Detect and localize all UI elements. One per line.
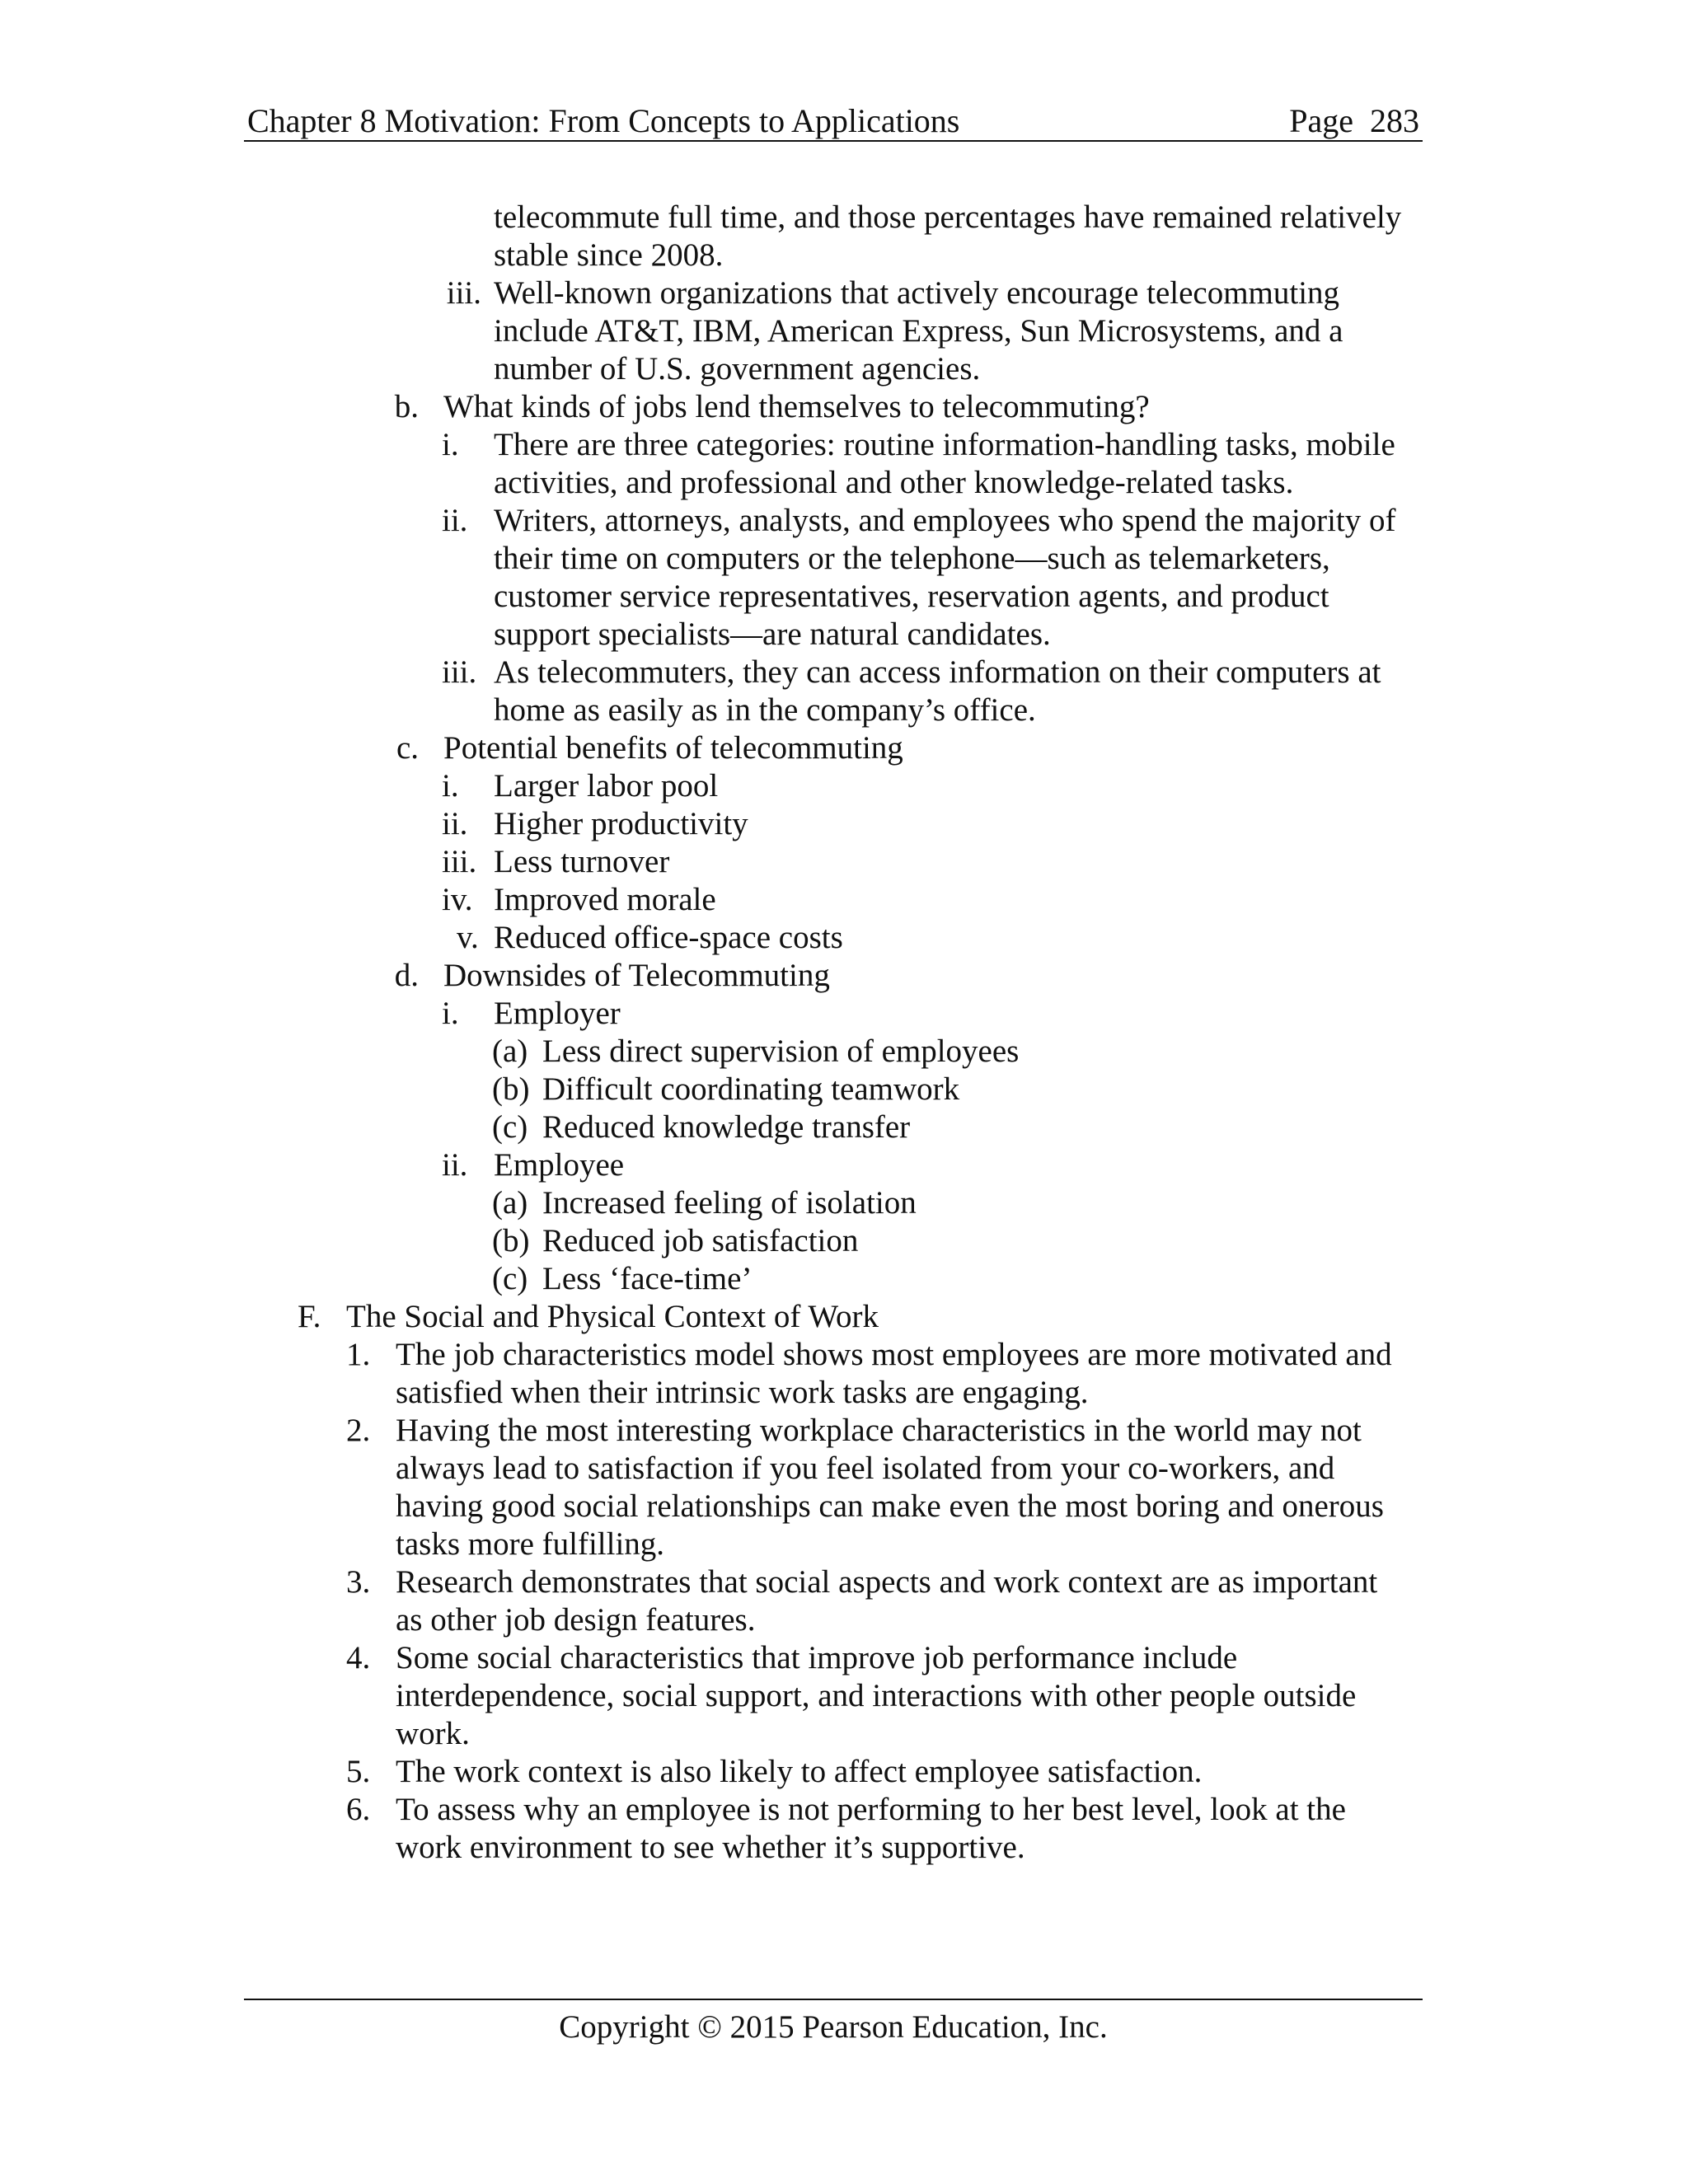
outline-line: interdependence, social support, and interactions with other people outside xyxy=(396,1678,1357,1713)
outline-line: activities, and professional and other knowledge-related tasks. xyxy=(494,465,1294,500)
list-item: Reduced office-space costs xyxy=(494,920,843,955)
list-marker: i. xyxy=(442,996,459,1031)
page-number: 283 xyxy=(1370,102,1419,139)
outline-line: work environment to see whether it’s supportive. xyxy=(396,1830,1025,1865)
page-header xyxy=(244,92,1423,142)
list-marker: ii. xyxy=(442,503,468,538)
outline-line: as other job design features. xyxy=(396,1602,756,1638)
page-label: Page xyxy=(1289,102,1353,139)
outline-line: number of U.S. government agencies. xyxy=(494,351,981,387)
list-marker: i. xyxy=(442,768,459,804)
outline-line: As telecommuters, they can access information on their computers at xyxy=(494,654,1381,690)
list-marker: 5. xyxy=(346,1754,371,1789)
outline-line: home as easily as in the company’s office. xyxy=(494,692,1036,728)
list-marker: 4. xyxy=(346,1640,371,1675)
list-marker: iii. xyxy=(446,275,481,311)
list-marker: iv. xyxy=(442,882,473,917)
outline-line: The work context is also likely to affect employee satisfaction. xyxy=(396,1754,1203,1789)
list-item: Difficult coordinating teamwork xyxy=(542,1071,960,1107)
list-marker: (b) xyxy=(492,1223,530,1258)
list-marker: F. xyxy=(298,1299,321,1334)
outline-line: tasks more fulfilling. xyxy=(396,1526,665,1562)
list-marker: (a) xyxy=(492,1185,528,1221)
list-marker: d. xyxy=(394,958,419,993)
list-marker: iii. xyxy=(442,844,477,879)
list-marker: 3. xyxy=(346,1564,371,1600)
outline-line: To assess why an employee is not performing to her best level, look at the xyxy=(396,1792,1346,1827)
outline-line: The job characteristics model shows most employees are more motivated and xyxy=(396,1337,1392,1372)
outline-line: There are three categories: routine information-handling tasks, mobile xyxy=(494,427,1395,462)
outline-heading: What kinds of jobs lend themselves to telecommuting? xyxy=(443,389,1150,424)
outline-heading: Downsides of Telecommuting xyxy=(443,958,830,993)
list-item: Reduced knowledge transfer xyxy=(542,1109,911,1145)
list-marker: c. xyxy=(396,730,419,766)
page-number-label xyxy=(1289,97,1419,145)
outline-line: satisfied when their intrinsic work tasks are engaging. xyxy=(396,1375,1089,1410)
list-item: Larger labor pool xyxy=(494,768,719,804)
list-marker: 2. xyxy=(346,1413,371,1448)
list-item: Employer xyxy=(494,996,621,1031)
outline-line: customer service representatives, reservation agents, and product xyxy=(494,579,1329,614)
outline-line: work. xyxy=(396,1716,470,1751)
list-marker: 1. xyxy=(346,1337,371,1372)
list-marker: (c) xyxy=(492,1261,528,1296)
outline-line: Having the most interesting workplace characteristics in the world may not xyxy=(396,1413,1362,1448)
outline-line: stable since 2008. xyxy=(494,237,724,273)
outline-line: telecommute full time, and those percentages have remained relatively xyxy=(494,199,1402,235)
list-item: Higher productivity xyxy=(494,806,748,841)
outline-line: include AT&T, IBM, American Express, Sun Microsystems, and a xyxy=(494,313,1343,349)
list-item: Less turnover xyxy=(494,844,670,879)
list-item: Improved morale xyxy=(494,882,716,917)
outline-line: their time on computers or the telephone—such as telemarketers, xyxy=(494,541,1330,576)
outline-line: Well-known organizations that actively encourage telecommuting xyxy=(494,275,1340,311)
page-footer xyxy=(244,1999,1423,2046)
outline-line: support specialists—are natural candidates. xyxy=(494,616,1051,652)
list-marker: b. xyxy=(394,389,419,424)
outline-line: always lead to satisfaction if you feel isolated from your co-workers, and xyxy=(396,1451,1335,1486)
list-marker: (c) xyxy=(492,1109,528,1145)
outline-line: Writers, attorneys, analysts, and employees who spend the majority of xyxy=(494,503,1396,538)
list-item: Increased feeling of isolation xyxy=(542,1185,917,1221)
outline-heading: Potential benefits of telecommuting xyxy=(443,730,903,766)
list-item: Less ‘face-time’ xyxy=(542,1261,753,1296)
outline-line: Some social characteristics that improve job performance include xyxy=(396,1640,1238,1675)
list-item: Employee xyxy=(494,1147,625,1183)
list-marker: ii. xyxy=(442,1147,468,1183)
list-item: Less direct supervision of employees xyxy=(542,1033,1020,1069)
list-marker: iii. xyxy=(442,654,477,690)
outline-line: having good social relationships can make even the most boring and onerous xyxy=(396,1488,1384,1524)
list-marker: v. xyxy=(457,920,479,955)
list-marker: (b) xyxy=(492,1071,530,1107)
list-marker: (a) xyxy=(492,1033,528,1069)
chapter-title: Chapter 8 Motivation: From Concepts to Applications xyxy=(247,102,960,139)
section-heading: The Social and Physical Context of Work xyxy=(346,1299,879,1334)
list-marker: 6. xyxy=(346,1792,371,1827)
outline-line: Research demonstrates that social aspects and work context are as important xyxy=(396,1564,1378,1600)
list-marker: ii. xyxy=(442,806,468,841)
list-item: Reduced job satisfaction xyxy=(542,1223,859,1258)
copyright-notice: Copyright © 2015 Pearson Education, Inc. xyxy=(559,2009,1108,2045)
list-marker: i. xyxy=(442,427,459,462)
